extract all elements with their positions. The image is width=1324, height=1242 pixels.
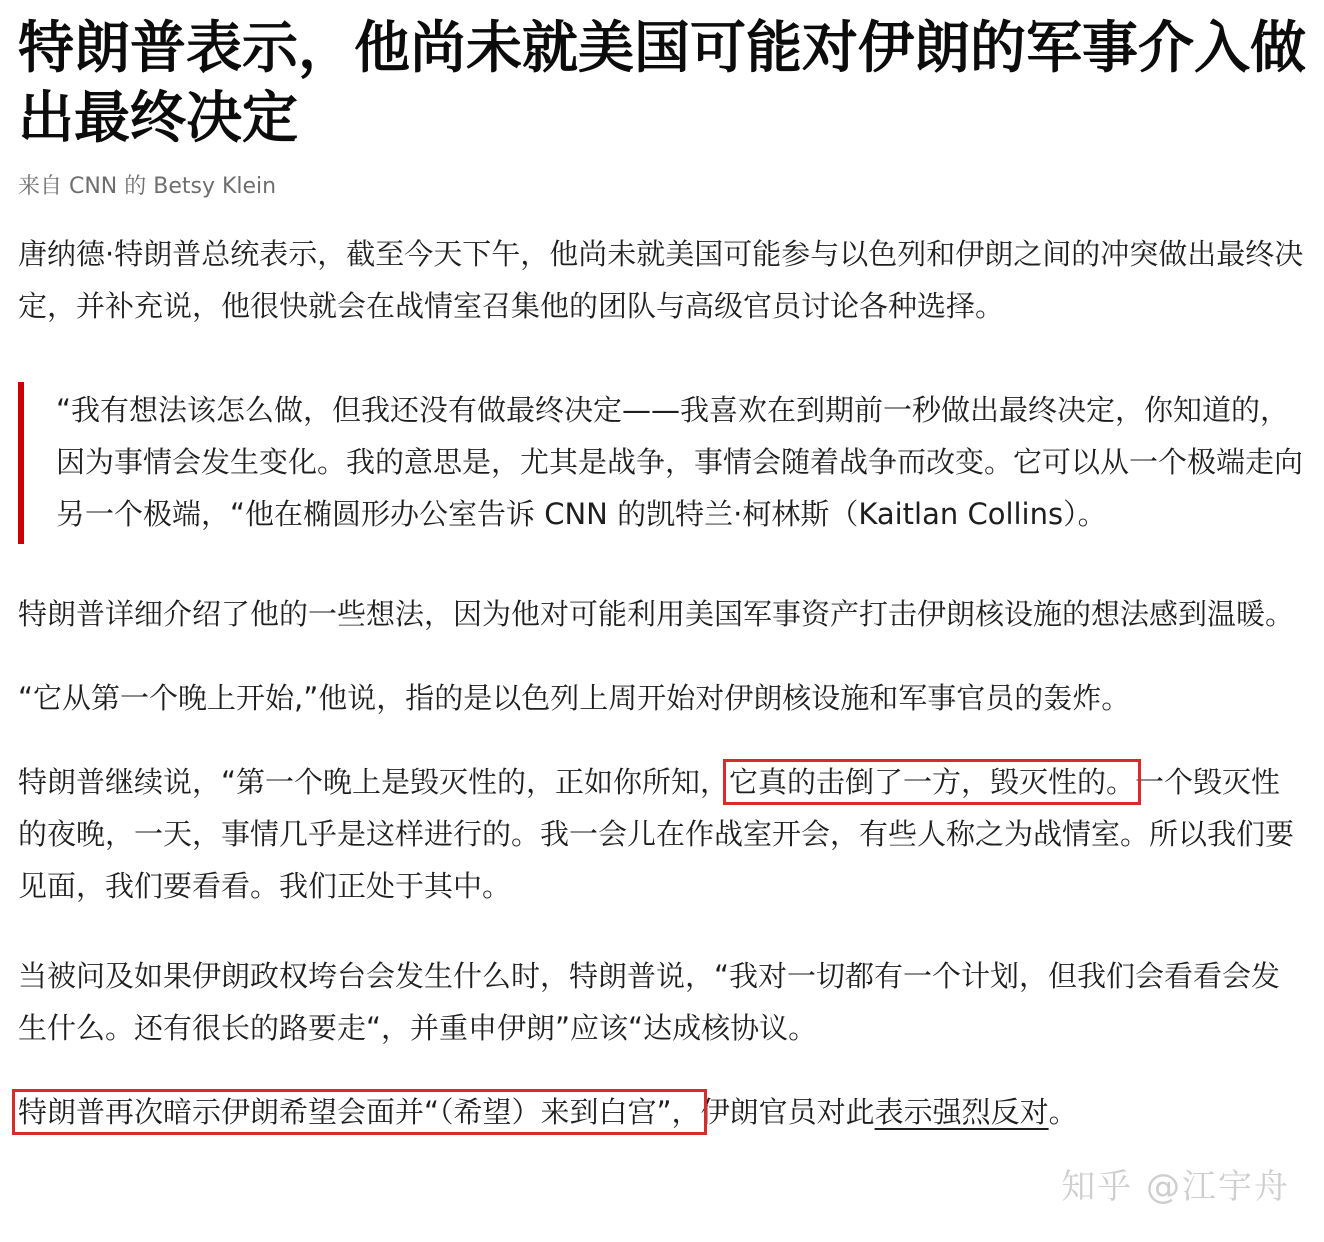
headline: 特朗普表示，他尚未就美国可能对伊朗的军事介入做出最终决定	[18, 16, 1306, 151]
article	[18, 14, 1308, 1138]
highlight-box-1: 它真的击倒了一方，毁灭性的。	[729, 765, 1136, 799]
p6-text-middle: 伊朗官员对此	[700, 1095, 875, 1129]
paragraph-1: 唐纳德·特朗普总统表示，截至今天下午，他尚未就美国可能参与以色列和伊朗之间的冲突做出最终决定，并补充说，他很快就会在战情室召集他的团队与高级官员讨论各种选择。	[18, 237, 1304, 323]
p4-text-before: 特朗普继续说，“第一个晚上是毁灭性的，正如你所知，	[18, 765, 730, 799]
paragraph-4	[18, 756, 1308, 912]
highlight-box-2: 特朗普再次暗示伊朗希望会面并“（希望）来到白宫”，	[18, 1095, 701, 1129]
byline: 来自 CNN 的 Betsy Klein	[18, 174, 277, 199]
p4-text-after: 一个毁灭性的夜晚，一天，事情几乎是这样进行的。我一会儿在作战室开会，有些人称之为战情室。所以我们要见面，我们要看看。我们正处于其中。	[18, 765, 1295, 903]
p6-text-end: 。	[1048, 1095, 1078, 1129]
zhihu-watermark: 知乎 @江宇舟	[1061, 1167, 1290, 1207]
quote-text: “我有想法该怎么做，但我还没有做最终决定——我喜欢在到期前一秒做出最终决定，你知道的，因为事情会发生变化。我的意思是，尤其是战争，事情会随着战争而改变。它可以从一个极端走向另一个极端，“他在椭圆形办公室告诉 CNN 的凯特兰·柯林斯（Kaitlan Collins）。	[56, 393, 1304, 531]
paragraph-6	[18, 1086, 1308, 1138]
paragraph-3: “它从第一个晚上开始,”他说，指的是以色列上周开始对伊朗核设施和军事官员的轰炸。	[18, 681, 1131, 715]
underlined-text: 表示强烈反对	[874, 1095, 1049, 1129]
paragraph-5: 当被问及如果伊朗政权垮台会发生什么时，特朗普说，“我对一切都有一个计划，但我们会看看会发生什么。还有很长的路要走“，并重申伊朗”应该“达成核协议。	[18, 959, 1281, 1045]
blockquote	[18, 382, 1308, 544]
paragraph-2: 特朗普详细介绍了他的一些想法，因为他对可能利用美国军事资产打击伊朗核设施的想法感到温暖。	[18, 597, 1295, 631]
